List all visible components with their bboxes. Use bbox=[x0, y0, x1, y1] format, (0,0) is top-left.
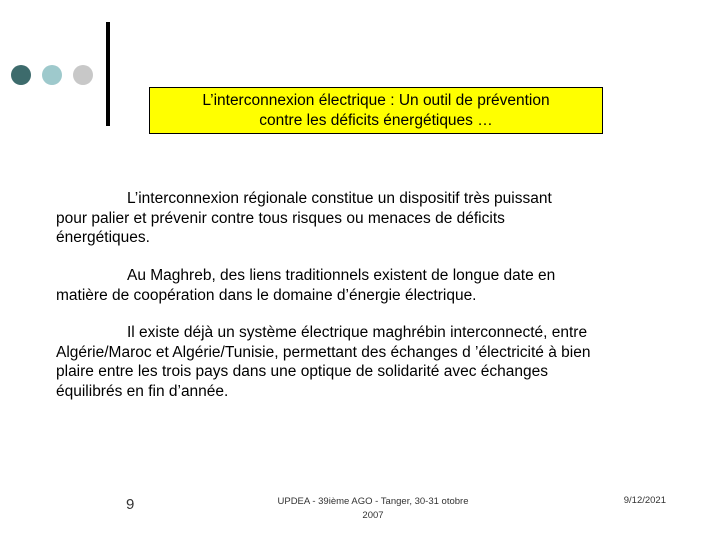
paragraph-line: Algérie/Maroc et Algérie/Tunisie, permettant des échanges d ’électricité à bien bbox=[56, 343, 591, 361]
paragraph-line: L’interconnexion régionale constitue un dispositif très puissant bbox=[127, 190, 552, 207]
paragraph-line: Il existe déjà un système électrique maghrébin interconnecté, entre bbox=[127, 324, 588, 341]
paragraph-line: plaire entre les trois pays dans une optique de solidarité avec échanges bbox=[56, 363, 549, 380]
footer-date: 9/12/2021 bbox=[623, 495, 666, 506]
paragraph-line: pour palier et prévenir contre tous risques ou menaces de déficits bbox=[56, 209, 505, 227]
decorative-circle-gray bbox=[73, 65, 93, 85]
footer-event-line-1: UPDEA - 39ième AGO - Tanger, 30-31 otobre bbox=[277, 496, 469, 507]
decorative-circle-dark bbox=[11, 65, 31, 85]
paragraph-line: Au Maghreb, des liens traditionnels existent de longue date en bbox=[127, 267, 556, 284]
body-paragraph-2 bbox=[56, 266, 656, 305]
body-paragraph-3 bbox=[56, 323, 656, 401]
body-paragraph-1 bbox=[56, 189, 656, 248]
slide-title-line-2: contre les déficits énergétiques … bbox=[259, 111, 493, 129]
paragraph-line: matière de coopération dans le domaine d’énergie électrique. bbox=[56, 286, 477, 304]
footer-event-text bbox=[262, 495, 484, 523]
decorative-vertical-bar bbox=[106, 22, 110, 126]
slide-title-line-1: L’interconnexion électrique : Un outil de prévention bbox=[202, 91, 550, 109]
slide-page-number: 9 bbox=[126, 496, 135, 513]
paragraph-line: équilibrés en fin d’année. bbox=[56, 382, 229, 400]
decorative-circle-teal bbox=[42, 65, 62, 85]
slide-title-box bbox=[149, 87, 603, 134]
footer-event-line-2: 2007 bbox=[362, 510, 384, 521]
paragraph-line: énergétiques. bbox=[56, 229, 150, 246]
